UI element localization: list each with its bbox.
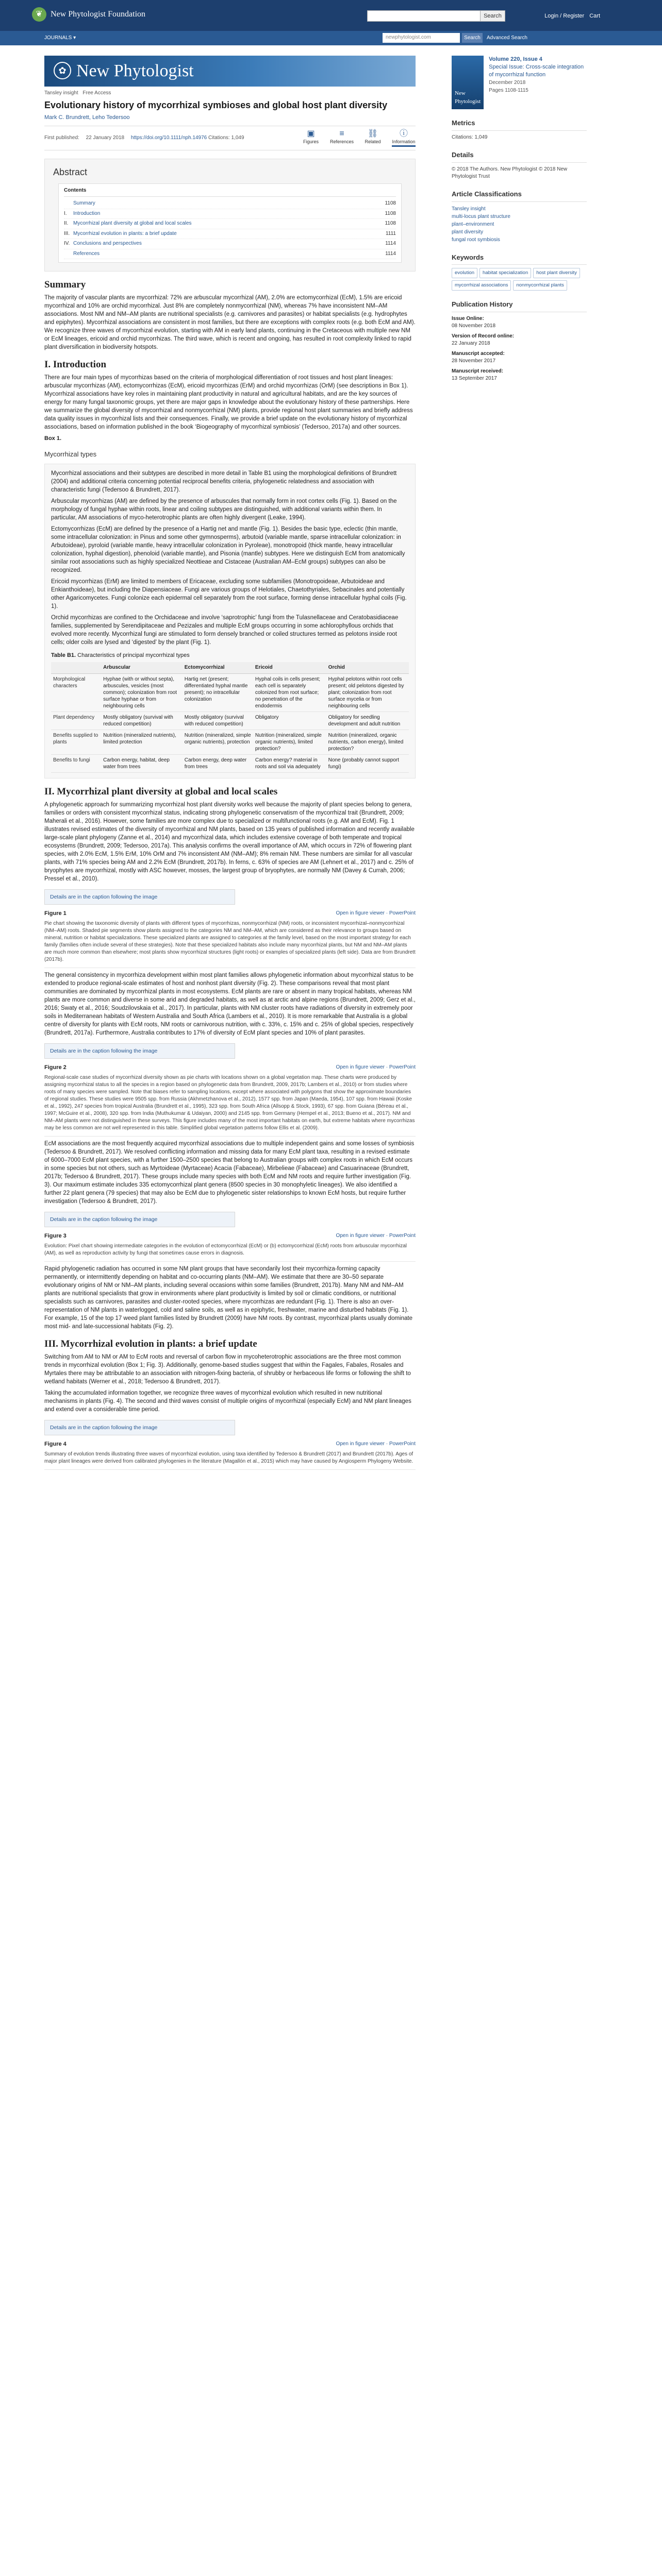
details-heading: Details [452,150,587,163]
classification-link[interactable]: plant diversity [452,229,484,235]
figure-1-caption: Figure 1 Open in figure viewer · PowerPoint Pie chart showing the taxonomic diversity of plants with different types of mycorrhizas, nonmycorrhizal (NM) roots, or inconsistent mycorrhizal–nonmycorrhizal (NM–AM) roots. Shaded pie segments show plants assigned to the categories NM and NM–AM, which are considered as their relevance to groups based on mineral, nutrition or habitat specializations. These specialized plants are assigned to categories at the family level, based on the most important strategy for each family (families often include several of these strategies). Note that these specialized habitats also include many mycorrhizal plants, but NM and NM–AM plants are much more common than elsewhere; most plants show mycorrhizal structures (light roots) or examples of specialized plants (left side). Data are from Brundrett (2017b). [44,910,416,968]
table-row [51,712,409,730]
table-cell: Carbon energy, deep water from trees [183,755,253,773]
issue-date: December 2018 [489,80,526,86]
open-figure-viewer-link[interactable]: Open in figure viewer [336,1233,385,1239]
journal-logo-icon: ✿ [54,62,71,79]
open-figure-viewer-link[interactable]: Open in figure viewer [336,1064,385,1071]
site-search-input[interactable] [367,10,481,22]
table-caption: Table B1. Characteristics of principal mycorrhizal types [51,652,190,658]
section-2-paragraph: The general consistency in mycorrhiza development within most plant families allows phylogenetic information about mycorrhizal status to be extended to produce regional-scale estimates of host and nonhost plant diversity (Fig. 2). These comparisons reveal that most plant communities are dominated by mycorrhizal plants in most ecosystems. EcM plants are rare or absent in many tropical habitats, whereas NM plants are more common and diverse in some arid and degraded habitats, as well as at arctic and alpine regions (Brundrett, 2009; Gerz et al., 2016; Swaty et al., 2016; Soudzilovskaia et al., 2017). In particular, plants with NM cluster roots have radiations of diversity in extremely poor soils in Mediterranean habitats of Western Australia and South Africa (Lambers et al., 2010). It is more remarkable that Australia is a global centre of diversity for plants with EcM roots, NM roots or carnivorous nutrition, with c. 33%, c. 15% and c. 25% of global species, respectively (Brundrett, 2017a). Furthermore, Australia contributes to 17% of diversity of EcM plant species and 10% of plant parasites. [44,972,416,1037]
publication-history [452,315,587,382]
table-cell: Carbon energy? material in roots and soil via adequately [253,755,326,773]
figure-2-caption: Figure 2 Open in figure viewer · PowerPoint Regional-scale case studies of mycorrhizal diversity shown as pie charts with locations shown on a global vegetation map. These charts were produced by assigning mycorrhizal status to all the species in a region based on phylogenetic data from Brundrett, 2009, 2017b; Lambers et al., 2010) or from studies where roots of many species were sampled. Note that biases refer to sampling locations, except where associated with polygons that show the approximate boundaries of regional studies. These studies were 9505 spp. from Russia (Akhmetzhanova et al., 2012), 1577 spp. from Japan (Maeda, 1954), 107 spp. from Hawaii (Koske et al., 1992), 247 species from tropical Australia (Brundrett et al., 1995), 323 spp. from South Africa (Allsopp & Stock, 1993), 67 spp. from Guiana (Béreau et al., 1997; McGuire et al., 2008), 320 spp. from India (Muthukumar & Udaiyan, 2000) and 2145 spp. from Germany (Hempel et al., 2013; Bueno et al., 2017). NM and NM–AM plants were not distinguished in these surveys. This figure includes many of the most important habitats on earth, but extreme habitats where mycorrhizas may be less common are not well represented in this table. Simplified global vegetation patterns follow Ellis et al. (2009). [44,1064,416,1137]
table-cell: Morphological characters [51,674,101,712]
section-2-paragraph: EcM associations are the most frequently acquired mycorrhizal associations due to multiple independent gains and some losses of symbiosis (Tedersoo & Brundrett, 2017). We resolved conflicting information and missing data for many EcM plant taxa, resulting in a revised estimate of 6000–7000 EcM plant species, with a further 1500–2500 species that belong to Australian groups with complex roots in which EcM occurs in some species but not others, such as Myrtoideae (Myrtaceae) Acacia (Fabaceae), Mirbelieae (Fabaceae) and Casuarinaceae (Brundrett, 2017b; Tedersoo & Brundrett, 2017). These groups include many species with both EcM and NM roots and require further investigation (Fig. 3). Our maximum estimate includes 335 ectomycorrhizal plant genera (8500 species in 30 monophyletic lineages). We also identified a further 22 plant genera (79 species) that may also be EcM due to phylogenetic sister relationships to known EcM hosts, but require further investigation (Tedersoo & Brundrett, 2017). [44,1141,415,1205]
keyword-tag[interactable]: mycorrhizal associations [452,280,511,291]
classifications-list [452,205,587,244]
table-cell: Obligatory for seedling development and adult nutrition [326,712,409,730]
history-entry: Version of Record online: 22 January 2018 [452,333,515,346]
table-cell: Hyphae (with or without septa), arbuscules, vesicles (most common); colonization from root surface hyphae or from neighbouring cells [101,674,183,712]
brand-logo[interactable] [32,7,145,22]
classifications-heading: Article Classifications [452,190,587,202]
keyword-tag[interactable]: host plant diversity [533,268,580,278]
publication-history-heading: Publication History [452,300,587,312]
contents-item[interactable]: References 1114 [64,249,396,260]
figure-3-caption: Figure 3 Open in figure viewer · PowerPoint Evolution: Pixel chart showing intermediate categories in the evolution of ectomycorrhizal (EcM) or (b) ectomycorrhizal (EcM) roots from arbuscular mycorrhizal (AM), as well as reproduction activity by fungi that sometimes cause errors in diagnosis. [44,1232,416,1262]
box-1-paragraph: Ericoid mycorrhizas (ErM) are limited to members of Ericaceae, excluding some subfamilies (Monotropoideae, Arbutoideae and Enkianthoideae), but including the Diapensiaceae. Fungi are various groups of Helotiales, Chaetothyriales, Sebacinales and potentially other Agaricomycetes. Fungi colonize each epidermal cell separately from the root surface, forming dense intracellular hyphal coils (Fig. 1). [51,578,407,609]
box-1-reference[interactable]: Box 1. [44,435,62,442]
article-tools [299,129,416,147]
box-1-heading: Mycorrhizal types [44,450,97,459]
keywords-heading: Keywords [452,253,587,265]
image-icon: ▣ [307,129,315,139]
information-tab[interactable]: ⓘ Information [392,129,416,147]
table-cell: Nutrition (mineralized nutrients), limited protection [101,730,183,755]
table-header-cell: Ericoid [253,662,326,674]
advanced-search-link[interactable]: Advanced Search [487,35,527,41]
contents-item[interactable]: Summary 1108 [64,199,396,209]
doi-link[interactable]: https://doi.org/10.1111/nph.14976 [130,135,207,141]
author-1[interactable]: Mark C. Brundrett [44,114,89,121]
classification-link[interactable]: multi-locus plant structure [452,213,510,219]
keywords-list [452,268,587,291]
author-2[interactable]: Leho Tedersoo [92,114,130,121]
table-cell: Hyphal coils in cells present; each cell is separately colonized from root surface; no penetration of the endodermis [253,674,326,712]
table-cell: Benefits to fungi [51,755,101,773]
article-meta [44,90,416,97]
article-main [44,56,416,1470]
access-badge: Free Access [82,90,111,96]
issue-title[interactable]: Special Issue: Cross-scale integration of mycorrhizal function [489,64,584,78]
contents-item[interactable]: II. Mycorrhizal plant diversity at global and local scales 1108 [64,219,396,229]
table-cell: Mostly obligatory (survival with reduced competition) [101,712,183,730]
box-1 [44,464,416,778]
metrics-heading: Metrics [452,118,587,131]
history-entry: Manuscript received: 13 September 2017 [452,368,504,381]
issue-card [452,56,587,109]
box-1-paragraph: Ectomycorrhizas (EcM) are defined by the presence of a Hartig net and mantle (Fig. 1). Besides the basic type, eclectic (thin mantle, some intracellular colonization: in Pinus and some other gymnosperms), arbutoid (variable mantle, sparse intracellular colonization: in Arbutoideae), pyroloid (variable mantle, heavy intracellular colonization in Pyroleae), monotropoid (thick mantle, heavy intracellular colonization, hyphal digestion), phenoloid (variable mantle), and Pisonia (mantle) subtypes. Here we distinguish EcM from anatomically similar root associations such as highly specialized Neottieae and Cistaceae (Australian AM–EcM groups) subtypes can also be recognized. [51,526,405,573]
journal-banner [44,56,416,87]
issue-volume-link[interactable]: Volume 220, Issue 4 [489,56,542,62]
table-cell: Nutrition (mineralized, simple organic nutrients), protection [183,730,253,755]
table-header-cell: Orchid [326,662,409,674]
table-header-cell: Ectomycorrhizal [183,662,253,674]
keyword-tag[interactable]: habitat specialization [479,268,531,278]
article-sidebar [452,56,587,382]
site-header [0,0,662,31]
figure-4-image-link[interactable]: Details are in the caption following the image [44,1420,235,1435]
figure-4-caption: Figure 4 Open in figure viewer · PowerPoint Summary of evolution trends illustrating three waves of mycorrhizal evolution, using taxa identified by Tedersoo & Brundrett (2017) and Brundrett (2017b). Ages of major plant lineages were derived from calibrated phylogenies in the literature (Magallón et al., 2015) which may have caused by Angiosperm Phylogeny Website. [44,1440,416,1470]
open-figure-viewer-link[interactable]: Open in figure viewer [336,1441,385,1447]
introduction-text: There are four main types of mycorrhizas based on the criteria of morphological differentiation of root tissues and host plant lineages: arbuscular mycorrhizas (AM), ectomycorrhizas (EcM), ericoid mycorrhizas (ErM) and orchid mycorrhizas (OrM) (see descriptions in Box 1). Mycorrhizal associations have key roles in maintaining plant productivity in natural and agricultural habitats, and are the key sources of energy for many fungal taxonomic groups, yet there are major gaps in knowledge about the evolutionary history of these partnerships. Here we summarize the global diversity of mycorrhizal and nonmycorrhizal (NM) plants, provide regional host plant summaries and briefly address data quality issues in mycorrhizal lists and their consequences. Finally, we provide a brief update on the evolutionary history of mycorrhizal associations, based on information published in the book ‘Biogeography of mycorrhizal symbiosis’ (Tedersoo, 2017a) and other sources. [44,375,413,431]
related-tab[interactable]: ⛓ Related [365,129,381,145]
history-entry: Manuscript accepted: 28 November 2017 [452,350,505,364]
mycorrhizal-types-table [51,662,409,773]
table-cell: Nutrition (mineralized, organic nutrients, carbon energy), limited protection? [326,730,409,755]
introduction-heading: I. Introduction [44,359,107,370]
journal-nav [0,31,662,45]
table-cell: None (probably cannot support fungi) [326,755,409,773]
contents-item[interactable]: IV. Conclusions and perspectives 1114 [64,239,396,249]
contents-table [58,183,402,263]
journals-menu[interactable]: JOURNALS ▾ [44,35,76,41]
section-2-paragraph: Rapid phylogenetic radiation has occurred in some NM plant groups that have secondarily lost their mycorrhiza-forming capacity permanently, or intermittently depending on habitat and co-occurring plants (NM–AM). We estimate that there are 30–50 separate evolutionary origins of NM or NM–AM plants, including several occasions within some families (Brundrett, 2017b). Many NM and NM–AM plants are nutritional specialists that grow in environments where plant productivity is limited by soil or climatic conditions, or nutritional specialists such as carnivores, parasites and cluster-rooted species, where mycorrhizas are redundant (Fig. 1). There is also an over-representation of NM plants in waterlogged, cold and saline soils, as well as in epiphytic, freshwater, marine and disturbed habitats (Fig. 1). For example, 15 of the top 17 weed plant families listed by Brundrett (2009) have NM roots. By contrast, mycorrhizal plants usually dominate most mid- and late-successional habitats (Fig. 2). [44,1266,412,1330]
powerpoint-link[interactable]: PowerPoint [389,910,416,917]
info-icon: ⓘ [399,129,408,139]
classification-link[interactable]: Tansley insight [452,206,486,212]
site-search [367,10,505,22]
references-tab[interactable]: ≡ References [329,129,354,145]
login-link[interactable]: Login / Register [544,13,585,19]
box-1-paragraph: Arbuscular mycorrhizas (AM) are defined by the presence of arbuscules that normally form in root cortex cells (Fig. 1). Based on the morphology of fungal hyphae within roots, linear and coiling subtypes are distinguished, with additional variants within them. In particular, AM associations of myco-heterotrophic plants are often highly divergent (Leake, 1994). [51,498,397,521]
section-3-paragraph: Taking the accumulated information together, we recognize three waves of mycorrhizal evolution which resulted in new nutritional mechanisms in plants (Fig. 4). The second and third waves consist of multiple origins of mycorrhizal (especially EcM) and NM plant lineages and extend over a considerable time period. [44,1390,411,1413]
link-icon: ⛓ [367,129,378,139]
section-3-paragraph: Switching from AM to NM or AM to EcM roots and reversal of carbon flow in mycoheterotrophic associations are the three most common trends in mycorrhizal evolution (Box 1; Fig. 3). Additionally, genome-based studies suggest that within the Fagales, Fabales, Rosales and Myrtales there may be attributable to an association with nitrogen-fixing bacteria, of shrubby or herbaceous life forms or following the shift to wetland habitats (Werner et al., 2018; Tedersoo & Brundrett, 2017). [44,1354,411,1385]
journal-title[interactable]: New Phytologist [76,61,194,80]
figures-tab[interactable]: ▣ Figures [303,129,319,145]
table-cell: Hyphal pelotons within root cells present; old pelotons digested by plant; colonization from root surface mycelia or from neighbouring cells [326,674,409,712]
table-row [51,730,409,755]
table-cell: Hartig net (present; differentiated hyphal mantle present); no intracellular colonization [183,674,253,712]
brand-name: New Phytologist Foundation [51,10,146,19]
first-published-date: 22 January 2018 [86,135,125,141]
citations-count: Citations: 1,049 [208,135,244,141]
table-header-cell [51,662,101,674]
article-title: Evolutionary history of mycorrhizal symbioses and global host plant diversity [44,99,388,110]
table-cell: Benefits supplied to plants [51,730,101,755]
journal-search-input[interactable]: newphytologist.com [383,33,460,43]
abstract-section [44,159,416,272]
list-icon: ≡ [339,129,344,139]
copyright-text: © 2018 The Authors. New Phytologist © 2018 New Phytologist Trust [452,166,568,179]
classification-link[interactable]: fungal root symbiosis [452,236,500,243]
open-figure-viewer-link[interactable]: Open in figure viewer [336,910,385,917]
contents-item[interactable]: III. Mycorrhizal evolution in plants: a brief update 1111 [64,229,396,240]
account-links [544,12,600,21]
powerpoint-link[interactable]: PowerPoint [389,1441,416,1447]
journal-search-button[interactable]: Search [462,33,483,43]
figure-3-image-link[interactable]: Details are in the caption following the image [44,1212,235,1227]
section-2-heading: II. Mycorrhizal plant diversity at global and local scales [44,786,278,798]
metrics-citations[interactable]: Citations: 1,049 [452,134,488,140]
table-row [51,674,409,712]
summary-text: The majority of vascular plants are mycorrhizal: 72% are arbuscular mycorrhizal (AM), 2.0% are ectomycorrhizal (EcM), 1.5% are ericoid mycorrhizal and 10% are orchid mycorrhizal. Just 8% are completely nonmycorrhizal (NM), whereas 7% have inconsistent NM–AM associations. Most NM and NM–AM plants are nutritional specialists (e.g. carnivores and parasites) or habitat specialists (e.g. hydrophytes and epiphytes). Mycorrhizal associations are consistent in most families, but there are exceptions with complex roots (e.g. both EcM and AM). We recognize three waves of mycorrhizal evolution, starting with AM in early land plants, continuing in the Cretaceous with multiple new NM or EcM lineages, ericoid and orchid mycorrhizas. The third wave, which is recent and ongoing, has resulted in root complexity linked to rapid plant diversification in biodiversity hotspots. [44,295,416,351]
cart-link[interactable]: Cart [589,13,600,19]
section-2-paragraph: A phylogenetic approach for summarizing mycorrhizal host plant diversity works well because the majority of plant species belong to genera, families or orders with consistent mycorrhizal status, indicating strong phylogenetic conservatism of the mycorrhizal trait (Brundrett, 2009; Maherali et al., 2016). However, some families are more complex due to specialized or multifunctional roots (e.g. AM and EcM). Fig. 1 illustrates revised estimates of the diversity of mycorrhizal and NM plants, based on 135 years of published information and recently available large-scale plant phylogeny (Zanne et al., 2014) and mycorrhizal data, which includes extensive coverage of both temperate and tropical ecosystems (Brundrett, 2009; Tedersoo, 2017a). This analysis confirms the overall importance of AM, which occurs in 72% of flowering plant species, with 2.0% EcM, 1.5% ErM, 10% OrM and 7% inconsistent AM (NM–AM); 8% remain NM. These numbers are similar for all vascular plants, with 71% species being AM and 2.2% EcM (Brundrett, 2017b). In ferns, c. 63% of species are AM (Lehnert et al., 2017) and c. 25% of bryophytes are mycorrhizal, mostly with ASC however, mosses, the largest group of bryophytes, are normally NM (Davey & Currah, 2006; Pressel et al., 2010). [44,802,415,883]
table-row [51,755,409,773]
keyword-tag[interactable]: nonmycorrhizal plants [513,280,567,291]
table-header-cell: Arbuscular [101,662,183,674]
figure-1-image-link[interactable]: Details are in the caption following the image [44,889,235,905]
history-entry: Issue Online: 08 November 2018 [452,315,496,329]
powerpoint-link[interactable]: PowerPoint [389,1064,416,1071]
classification-link[interactable]: plant–environment [452,221,494,227]
keyword-tag[interactable]: evolution [452,268,477,278]
issue-cover-image[interactable]: New Phytologist [452,56,484,109]
figure-2-image-link[interactable]: Details are in the caption following the image [44,1043,235,1059]
box-1-paragraph: Mycorrhizal associations and their subtypes are described in more detail in Table B1 using the morphological definitions of Brundrett (2004) and additional criteria concerning potential reciprocal benefits criteria, phylogenetic relatedness and association with characteristic fungi (Tedersoo & Brundrett, 2017). [51,470,397,493]
box-1-paragraph: Orchid mycorrhizas are confined to the Orchidaceae and involve ‘saprotrophic’ fungi from the Tulasnellaceae and Ceratobasidiaceae families, supplemented by Serendipitaceae and Pezizales and multiple EcM groups occurring in some achlorophyllous orchids that evolved more recently. Mycorrhizal fungi are stimulated to form densely branched or coiled structures termed as pelotons inside root cells; older coils are lysed and ‘digested’ by the plant (Fig. 1). [51,614,399,646]
publication-row [44,126,416,150]
article-type: Tansley insight [44,90,78,96]
table-cell: Nutrition (mineralized, simple organic nutrients), limited protection? [253,730,326,755]
table-cell: Obligatory [253,712,326,730]
section-3-heading: III. Mycorrhizal evolution in plants: a brief update [44,1338,257,1350]
table-cell: Mostly obligatory (survival with reduced competition) [183,712,253,730]
contents-item[interactable]: I. Introduction 1108 [64,209,396,219]
issue-pages: Pages 1108-1115 [489,88,528,93]
site-search-button[interactable]: Search [481,10,505,22]
author-list: Mark C. Brundrett, Leho Tedersoo [44,114,130,121]
abstract-heading: Abstract [53,167,88,178]
leaf-icon: ❦ [32,7,46,22]
contents-heading: Contents [64,187,396,197]
table-cell: Plant dependency [51,712,101,730]
table-cell: Carbon energy, habitat, deep water from trees [101,755,183,773]
powerpoint-link[interactable]: PowerPoint [389,1233,416,1239]
first-published-label: First published: [44,135,79,141]
summary-heading: Summary [44,279,86,291]
